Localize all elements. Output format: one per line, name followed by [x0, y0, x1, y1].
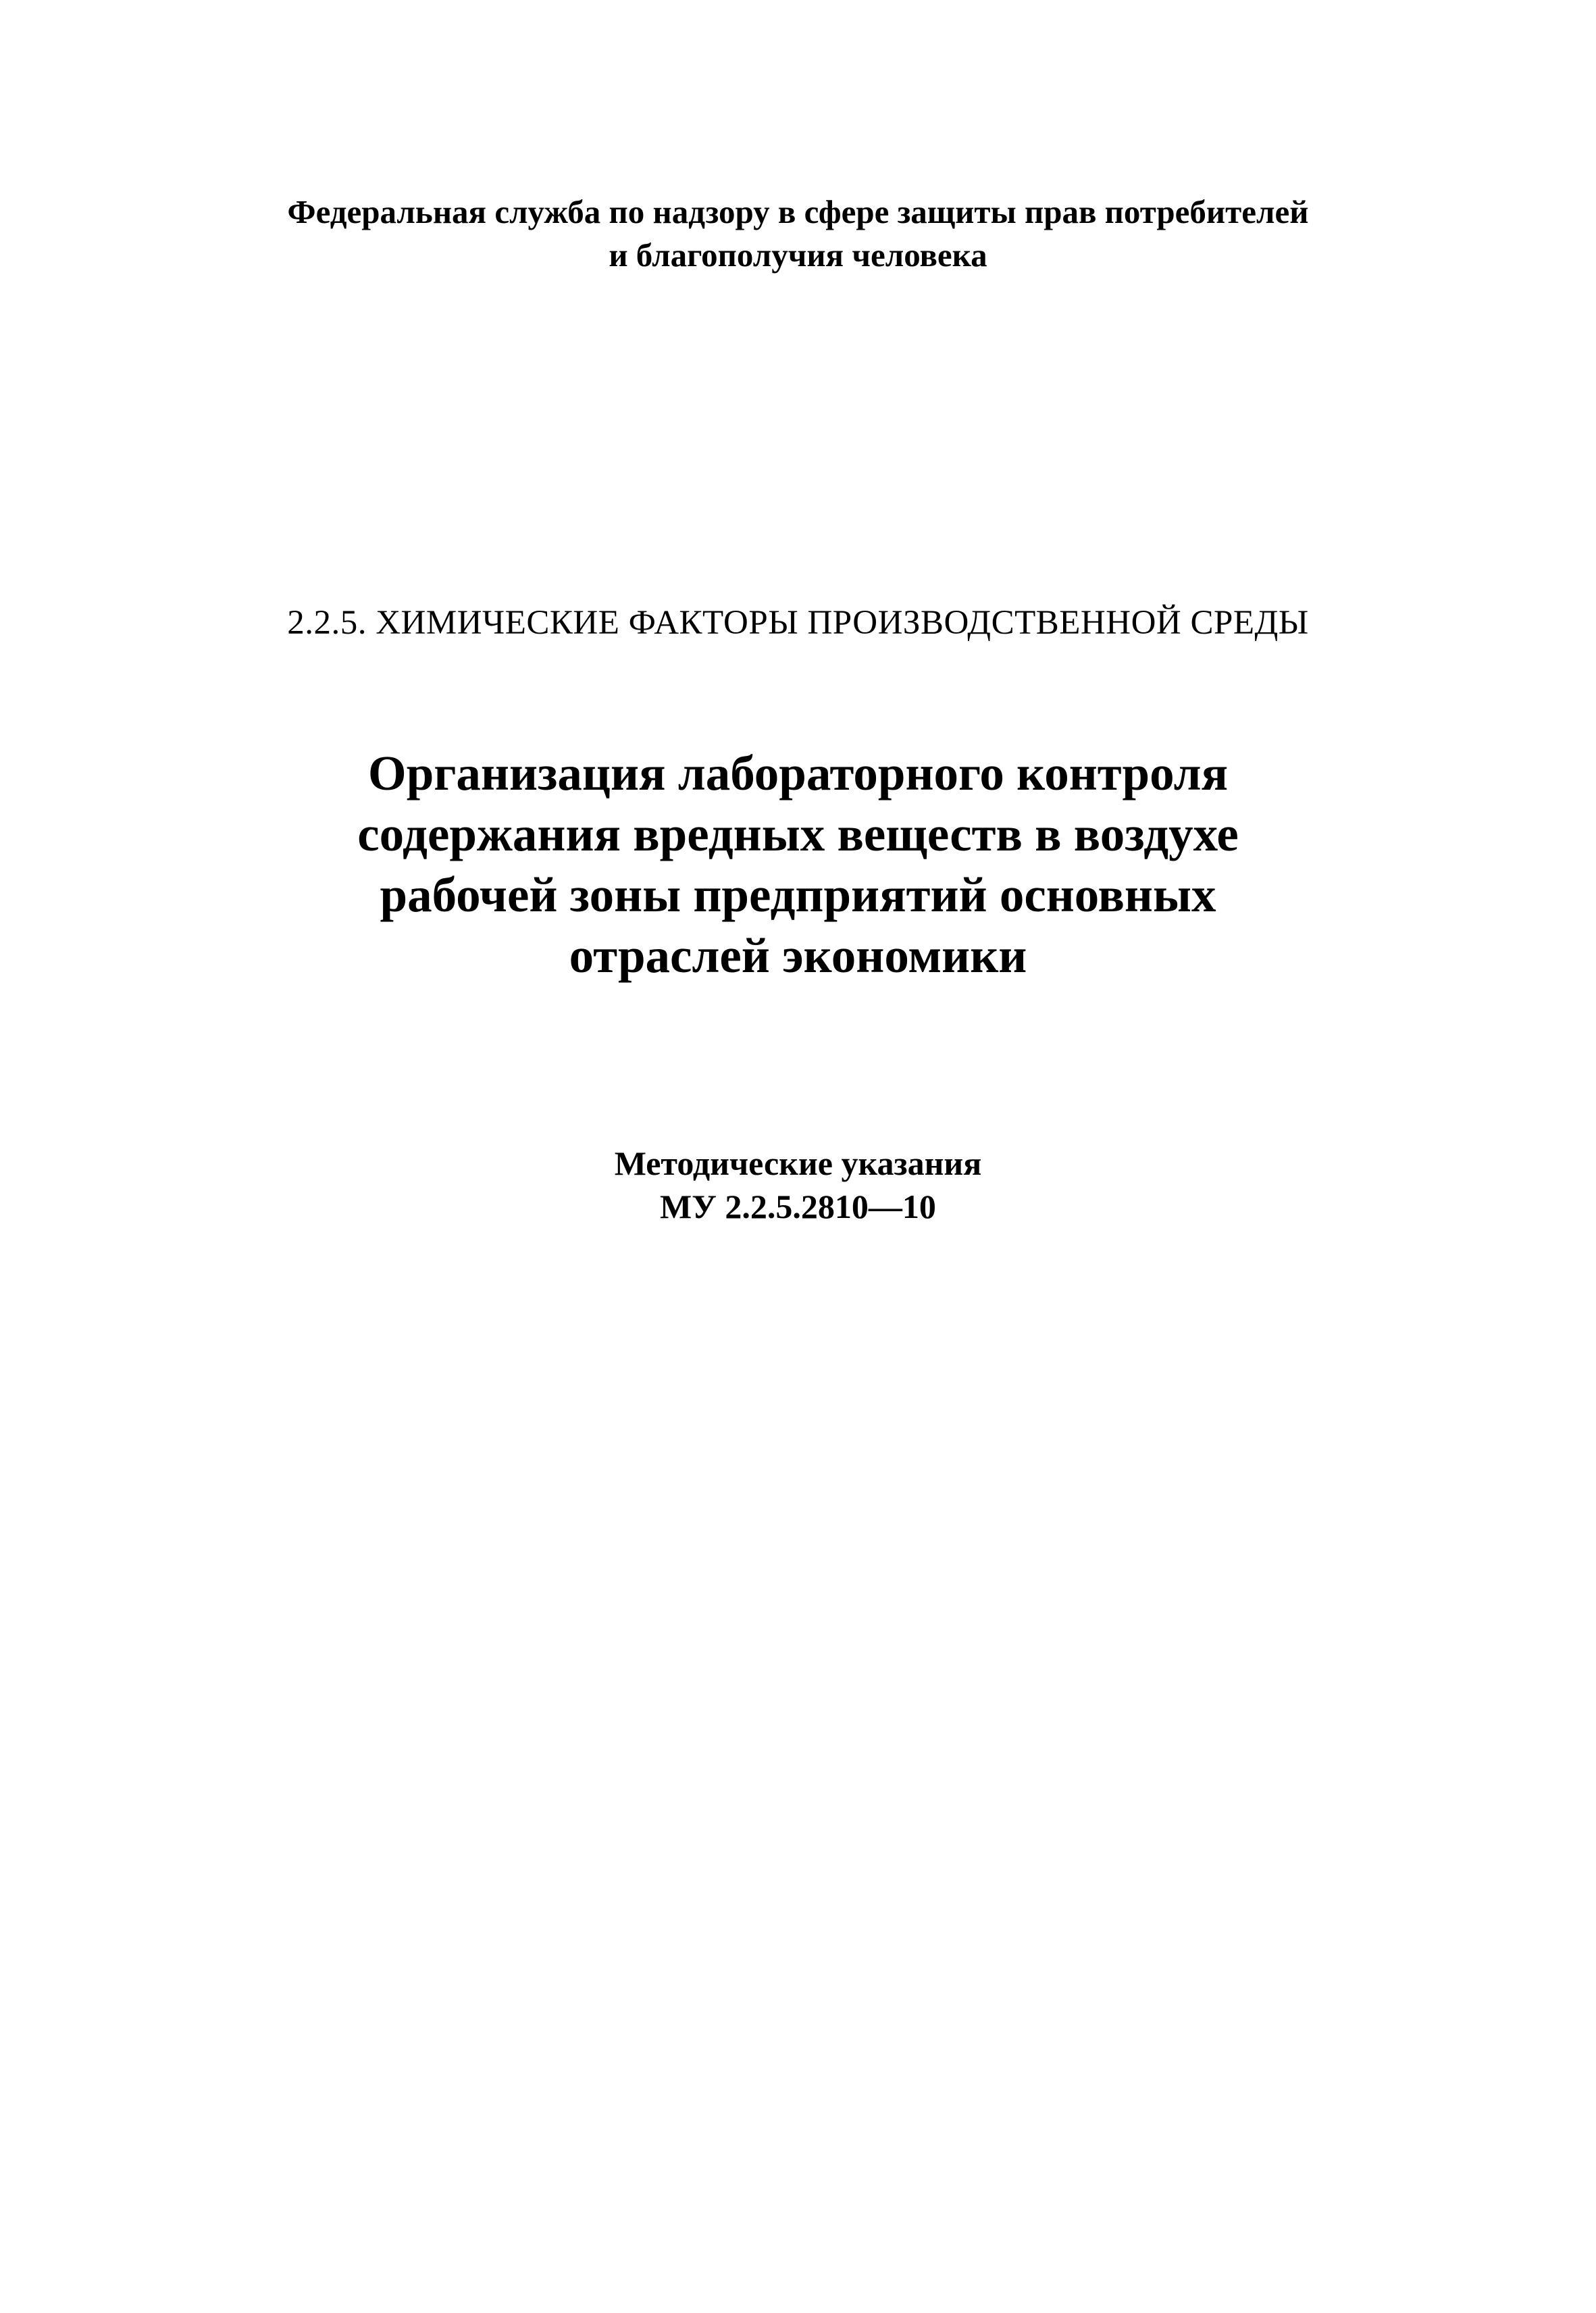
document-type: [0, 1142, 1596, 1228]
agency-name-line-1: Федеральная служба по надзору в сфере защиты прав потребителей: [287, 193, 1309, 230]
agency-header: [0, 190, 1596, 277]
document-title-line-1: Организация лабораторного контроля: [367, 746, 1229, 800]
document-title-line-3: рабочей зоны предприятий основных: [380, 867, 1216, 922]
document-kind: Методические указания: [614, 1144, 982, 1182]
agency-name-line-2: и благополучия человека: [609, 236, 987, 274]
document-title: [0, 743, 1596, 986]
document-title-line-2: содержания вредных веществ в воздухе: [357, 807, 1239, 861]
document-code: МУ 2.2.5.2810—10: [660, 1188, 936, 1225]
document-title-line-4: отраслей экономики: [569, 928, 1027, 983]
section-heading: [0, 601, 1596, 644]
section-heading-text: 2.2.5. ХИМИЧЕСКИЕ ФАКТОРЫ ПРОИЗВОДСТВЕННОЙ СРЕДЫ: [287, 604, 1309, 642]
